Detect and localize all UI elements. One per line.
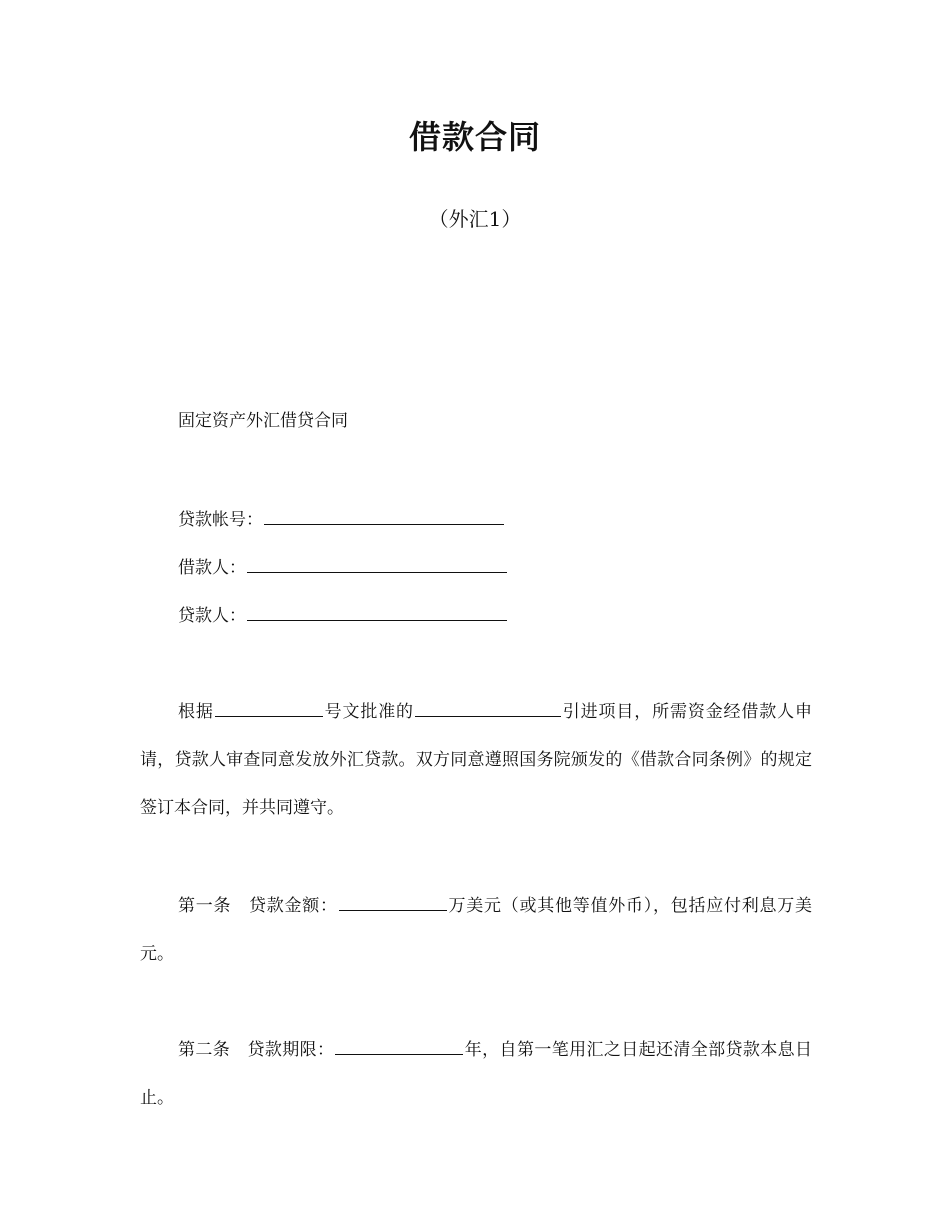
preamble-text-3: 引进项目，所需资金经借款人申请，贷款人审查同意发放外汇贷款。双方同意遵照国务院颁发的《借款合同条例》的规定签订本合同，并共同遵守。 xyxy=(140,702,813,818)
borrower-blank[interactable] xyxy=(247,555,507,573)
preamble-text-2: 号文批准的 xyxy=(323,702,414,722)
account-number-label: 贷款帐号： xyxy=(178,510,263,530)
preamble-paragraph xyxy=(140,688,812,832)
preamble-text-1: 根据 xyxy=(178,702,214,722)
contract-type-heading: 固定资产外汇借贷合同 xyxy=(178,411,348,431)
article-1-text-1: 第一条 贷款金额： xyxy=(178,896,338,916)
document-number-blank[interactable] xyxy=(215,699,323,717)
document-subtitle: （外汇1） xyxy=(428,207,522,231)
article-2-text-1: 第二条 贷款期限： xyxy=(178,1040,335,1060)
account-number-blank[interactable] xyxy=(264,507,504,525)
article-2-paragraph xyxy=(140,1026,812,1122)
lender-label: 贷款人： xyxy=(178,606,246,626)
loan-amount-blank[interactable] xyxy=(339,893,447,911)
borrower-field xyxy=(178,555,508,579)
document-title: 借款合同 xyxy=(408,118,541,156)
project-name-blank[interactable] xyxy=(415,699,561,717)
article-2-text-2: 年，自第一笔用汇之日起还清全部贷款本息日止。 xyxy=(140,1040,813,1108)
article-1-text-2: 万美元（或其他等值外币），包括应付利息万美元。 xyxy=(140,896,812,964)
loan-term-blank[interactable] xyxy=(335,1037,463,1055)
borrower-label: 借款人： xyxy=(178,558,246,578)
account-number-field xyxy=(178,507,505,531)
article-1-paragraph xyxy=(140,882,812,978)
lender-field xyxy=(178,603,508,627)
lender-blank[interactable] xyxy=(247,603,507,621)
